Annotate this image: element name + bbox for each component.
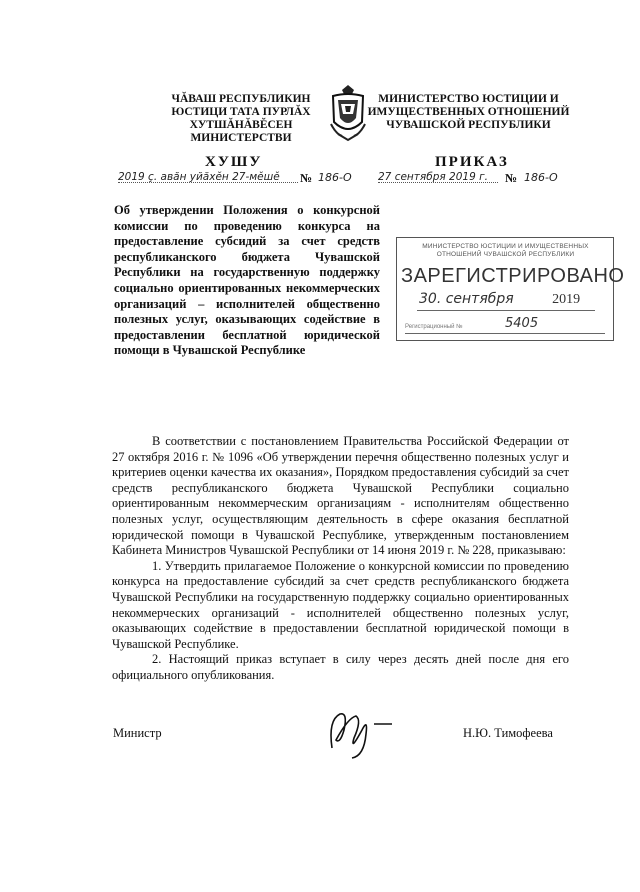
order-number-label-chuvash: № — [300, 171, 313, 185]
body-paragraph: В соответствии с постановлением Правительства Российской Федерации от 27 октября 2016 г. № 1096 «Об утверждении перечня общественно полезных услуг и критериев оценки качества их оказания», Порядком предоставления субсидий за счет средств республиканского бюджета Чувашской Республики социально ориентированным некоммерческим организациям - исполнителям общественно полезных услуг, осуществляющим деятельность в сфере оказания бесплатной юридической помощи в Чувашской Республике, утвержденным постановлением Кабинета Министров Чувашской Республики от 14 июня 2019 г. № 228, приказываю: — [112, 434, 569, 558]
header-chuvash-line: МИНИСТЕРСТВИ — [190, 132, 292, 144]
order-number-russian: 186-О — [524, 171, 558, 184]
stamp-header — [403, 243, 608, 258]
stamp-number: 5405 — [505, 316, 539, 331]
stamp-date-handwritten: 30. сентября — [419, 291, 514, 307]
registration-stamp — [396, 237, 625, 341]
header-russian-line: МИНИСТЕРСТВО ЮСТИЦИИ И — [378, 93, 559, 105]
header-russian-line: ЧУВАШСКОЙ РЕСПУБЛИКИ — [386, 119, 551, 131]
header-chuvash — [152, 93, 330, 145]
signer-position: Министр — [113, 726, 162, 740]
header-chuvash-line: ЧĂВАШ РЕСПУБЛИКИН — [171, 93, 311, 105]
chuvash-emblem-icon — [328, 84, 368, 142]
stamp-header-line: ОТНОШЕНИЙ ЧУВАШСКОЙ РЕСПУБЛИКИ — [436, 250, 575, 258]
stamp-header-line: МИНИСТЕРСТВО ЮСТИЦИИ И ИМУЩЕСТВЕННЫХ — [422, 243, 589, 250]
order-subject: Об утверждении Положения о конкурсной комиссии по проведению конкурса на предоставление субсидий за счет средств республиканского бюджета Чувашской Республики на государственную поддержку социально ориентированных некоммерческих организаций – исполнителей общественно полезных услуг, оказывающих содействие в предоставлении бесплатной юридической помощи в Чувашской Республике — [114, 203, 380, 358]
stamp-registered: ЗАРЕГИСТРИРОВАНО — [401, 265, 625, 287]
stamp-number-line — [405, 333, 605, 334]
body-paragraph: 1. Утвердить прилагаемое Положение о конкурсной комиссии по проведению конкурса на предоставление субсидий за счет средств республиканского бюджета Чувашской Республики на государственную поддержку социально ориентированных некоммерческих организаций - исполнителей общественно полезных услуг, оказывающих содействие в предоставлении бесплатной юридической помощи в Чувашской Республике. — [112, 558, 569, 651]
stamp-date-line — [417, 310, 595, 311]
header-chuvash-line: ХУТШĂНĂВĔСЕН — [189, 119, 293, 131]
order-title-chuvash: ХУШУ — [205, 154, 263, 170]
stamp-year: 2019 — [552, 292, 581, 307]
order-title-russian: ПРИКАЗ — [435, 154, 509, 170]
stamp-small-label: Регистрационный № — [405, 324, 463, 330]
body-paragraph: 2. Настоящий приказ вступает в силу через десять дней после дня его официального опубликования. — [112, 652, 569, 682]
order-number-chuvash: 186-О — [318, 171, 352, 184]
signer-name: Н.Ю. Тимофеева — [463, 726, 553, 740]
header-russian — [366, 93, 571, 132]
order-number-label-russian: № — [505, 171, 518, 185]
order-body — [112, 434, 569, 684]
stamp-date — [419, 291, 604, 308]
header-chuvash-line: ЮСТИЦИ ТАТА ПУРЛĂХ — [171, 106, 311, 118]
order-date-russian-underline — [378, 182, 498, 183]
header-russian-line: ИМУЩЕСТВЕННЫХ ОТНОШЕНИЙ — [367, 106, 570, 118]
handwritten-signature-icon — [322, 700, 402, 762]
order-date-chuvash-underline — [118, 182, 298, 183]
order-date-russian: 27 сентября 2019 г. — [378, 171, 488, 183]
order-date-chuvash: 2019 ç. авăн уйăхĕн 27-мĕшĕ — [118, 171, 280, 183]
